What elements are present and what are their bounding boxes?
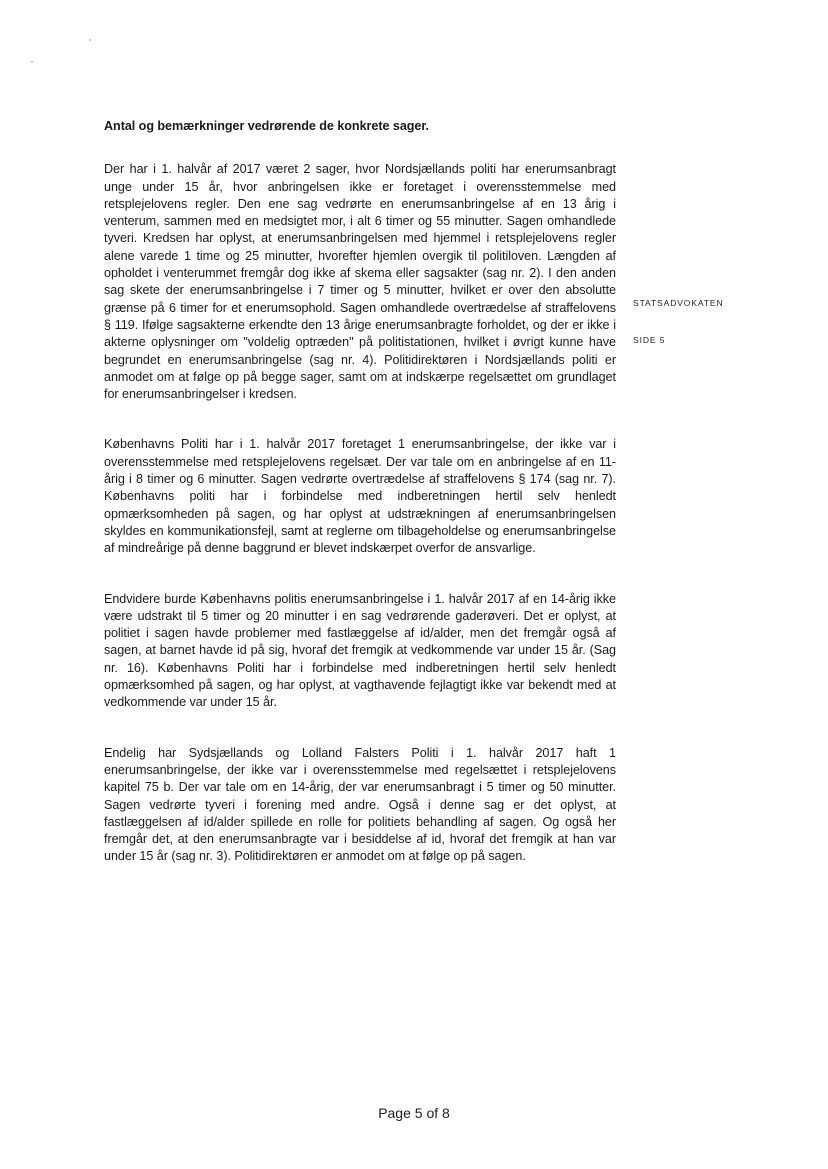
paragraph-koebenhavn-2: Endvidere burde Københavns politis enerumsanbringelse i 1. halvår 2017 af en 14-årig ikke være udstrakt til 5 timer og 20 minutter i en sag vedrørende gaderøveri. Det er oplyst, at politiet i sagen havde problemer med fastlæggelse af id/alder, men det fremgår også af sagen, at barnet havde id på sig, hvoraf det fremgik at vedkommende var under 15 år. (Sag nr. 16). Københavns Politi har i forbindelse med indberetningen hertil selv henledt opmærksomhed på sagen, og har oplyst, at vagthavende fejlagtigt ikke var bekendt med at vedkommende var under 15 år.	[104, 591, 616, 710]
page-footer: Page 5 of 8	[378, 1105, 450, 1121]
paragraph-sydsjaelland: Endelig har Sydsjællands og Lolland Falsters Politi i 1. halvår 2017 haft 1 enerumsanbringelse, der ikke var i overensstemmelse med regelsættet i retsplejelovens kapitel 75 b. Der var tale om en 14-årig, der var enerumsanbragt i 5 timer og 50 minutter. Sagen vedrørte tyveri i forening med andre. Også i denne sag er det oplyst, at fastlæggelsen af id/alder spillede en rolle for politiets behandling af sagen. Og også her fremgår det, at den enerumsanbragte var i besiddelse af id, hvoraf det fremgik at han var under 15 år (sag nr. 3). Politidirektøren er anmodet om at følge op på sagen.	[104, 745, 616, 864]
section-heading: Antal og bemærkninger vedrørende de konkrete sager.	[104, 119, 429, 133]
sidebar-agency-label: STATSADVOKATEN	[633, 298, 724, 308]
paragraph-koebenhavn-1: Københavns Politi har i 1. halvår 2017 foretaget 1 enerumsanbringelse, der ikke var i overensstemmelse med retsplejelovens regelsæt. Der var tale om en anbringelse af en 11-årig i 8 timer og 6 minutter. Sagen vedrørte overtrædelse af straffelovens § 174 (sag nr. 7). Københavns politi har i forbindelse med indberetningen hertil selv henledt opmærksomheden på sagen, og har oplyst at udstrækningen af enerumsanbringelsen skyldes en kommunikationsfejl, samt at reglerne om tilbageholdelse og enerumsanbringelse af mindreårige på denne baggrund er blevet indskærpet overfor de ansvarlige.	[104, 437, 616, 556]
document-body	[104, 118, 616, 899]
scan-speck	[31, 61, 33, 63]
scan-speck	[89, 39, 91, 41]
sidebar-page-label: SIDE 5	[633, 335, 666, 345]
paragraph-nordsjaelland: Der har i 1. halvår af 2017 været 2 sager, hvor Nordsjællands politi har enerumsanbragt unge under 15 år, hvor anbringelsen ikke er foretaget i overensstemmelse med retsplejelovens regler. Den ene sag vedrørte en enerumsanbringelse af en 13 årig i venterum, sammen med en medsigtet mor, i alt 6 timer og 55 minutter. Sagen omhandlede tyveri. Kredsen har oplyst, at enerumsanbringelsen med hjemmel i retsplejelovens regler alene varede 1 time og 25 minutter, hvorefter hjemlen overgik til politiloven. Længden af opholdet i venterummet fremgår dog ikke af skema eller sagsakter (sag nr. 2). I den anden sag skete der enerumsanbringelse i 7 timer og 5 minutter, hvilket er over den absolutte grænse på 6 timer for et enerumsophold. Sagen omhandlede overtrædelse af straffelovens § 119. Ifølge sagsakterne erkendte den 13 årige enerumsanbragte forholdet, og der er ikke i akterne oplysninger om "voldelig optræden" på politistationen, hvilket i øvrigt kunne have begrundet en enerumsanbringelse (sag nr. 4). Politidirektøren i Nordsjællands politi er anmodet om at følge op på begge sager, samt om at indskærpe regelsættet om grundlaget for enerumsanbringelser i kredsen.	[104, 162, 616, 402]
